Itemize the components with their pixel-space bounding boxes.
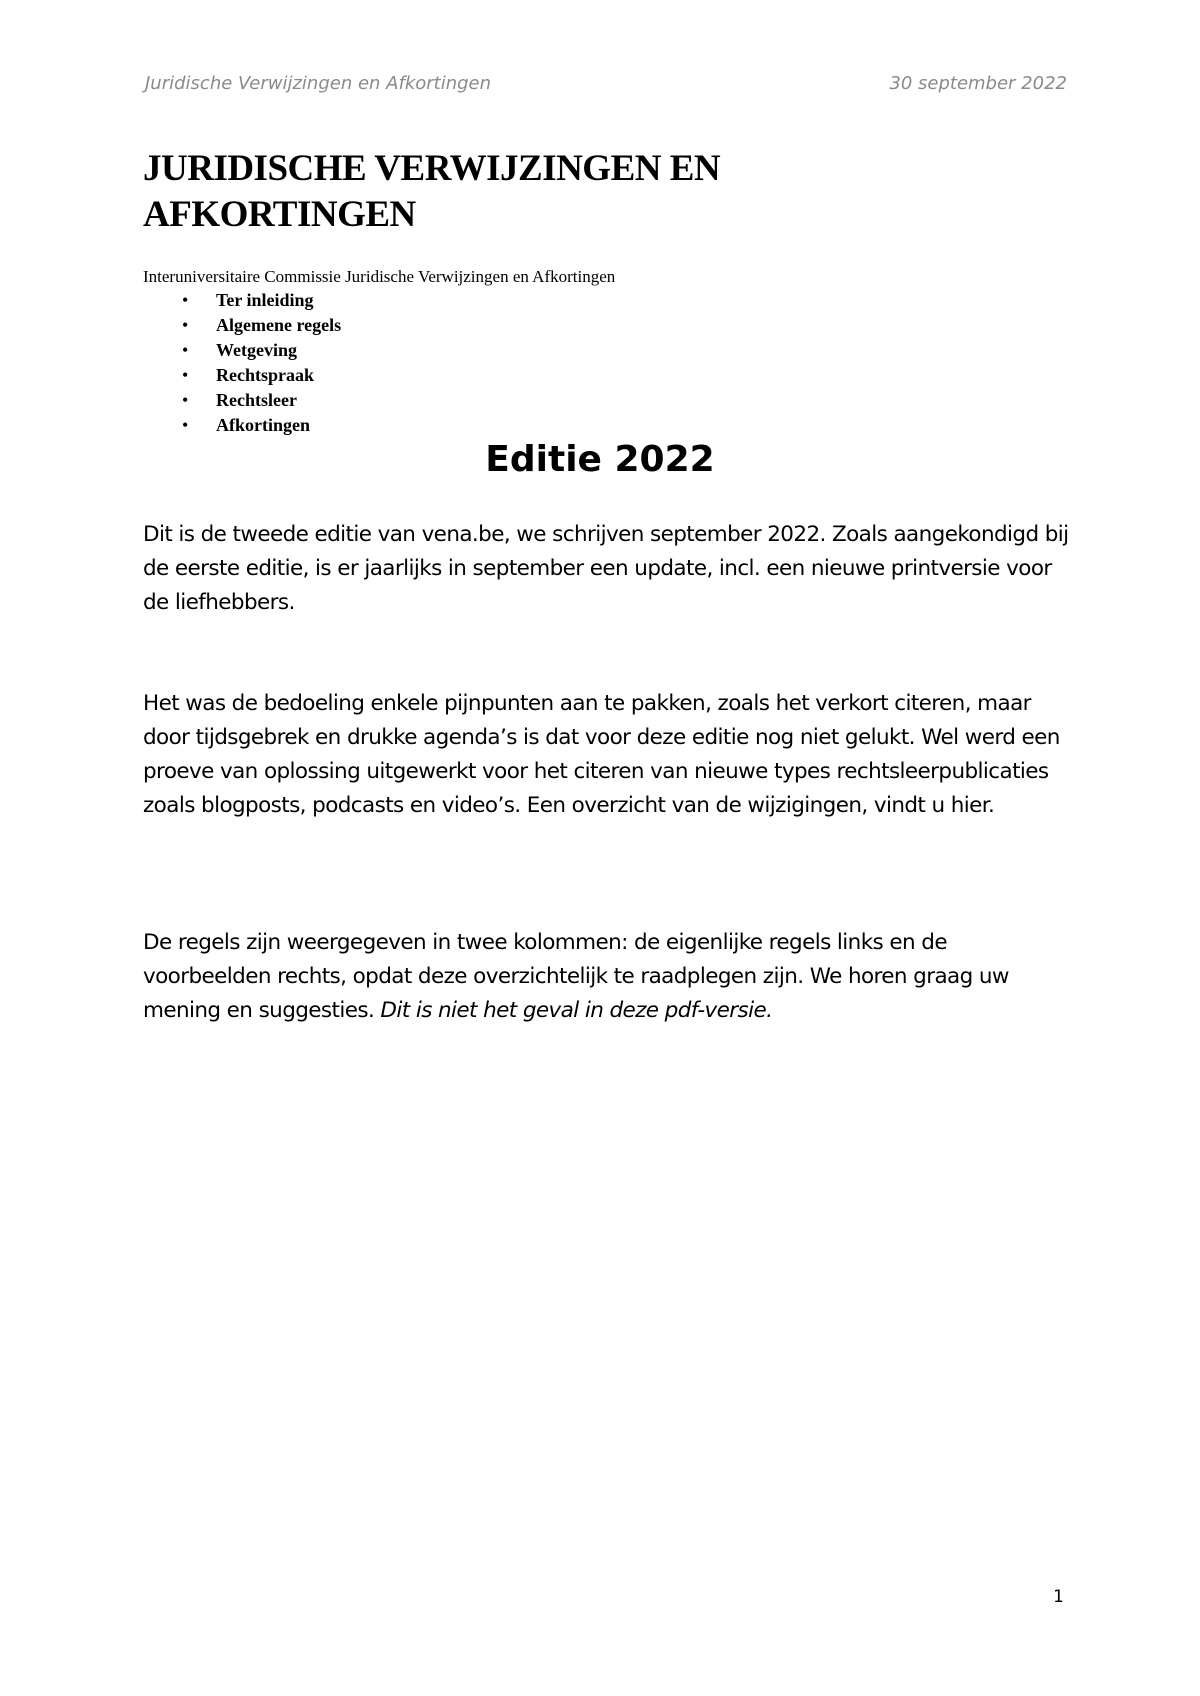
- bullet-icon: •: [182, 340, 189, 360]
- toc-item-rechtspraak[interactable]: [182, 363, 341, 388]
- toc-item-algemene-regels[interactable]: [182, 313, 341, 338]
- paragraph-changes: Het was de bedoeling enkele pijnpunten aan te pakken, zoals het verkort citeren, maar door tijdsgebrek en drukke agenda’s is dat voor deze editie nog niet gelukt. Wel werd een proeve van oplossing uitgewerkt voor het citeren van nieuwe types rechtsleerpublicaties zoals blogposts, podcasts en video’s. Een overzicht van de wijzigingen, vindt u hier.: [143, 691, 1060, 818]
- bullet-icon: •: [182, 290, 189, 310]
- table-of-contents: [182, 288, 341, 438]
- toc-item-ter-inleiding[interactable]: [182, 288, 341, 313]
- paragraph-columns: [143, 926, 1073, 1028]
- toc-item-label: Rechtsleer: [216, 390, 297, 410]
- bullet-icon: •: [182, 390, 189, 410]
- toc-item-label: Wetgeving: [216, 340, 297, 360]
- toc-item-label: Ter inleiding: [216, 290, 314, 310]
- toc-item-wetgeving[interactable]: [182, 338, 341, 363]
- paragraph-intro: Dit is de tweede editie van vena.be, we schrijven september 2022. Zoals aangekondigd bij de eerste editie, is er jaarlijks in september een update, incl. een nieuwe printversie voor de liefhebbers.: [143, 522, 1069, 615]
- bullet-icon: •: [182, 365, 189, 385]
- pdf-note: Dit is niet het geval in deze pdf-versie.: [380, 998, 773, 1023]
- bullet-icon: •: [182, 415, 189, 435]
- page-number: 1: [1053, 1587, 1064, 1607]
- edition-heading: Editie 2022: [485, 439, 715, 480]
- running-header-date: 30 september 2022: [889, 73, 1067, 94]
- toc-item-afkortingen[interactable]: [182, 413, 341, 438]
- toc-item-rechtsleer[interactable]: [182, 388, 341, 413]
- toc-item-label: Algemene regels: [216, 315, 342, 335]
- document-title: JURIDISCHE VERWIJZINGEN EN AFKORTINGEN: [143, 148, 721, 235]
- document-subtitle: Interuniversitaire Commissie Juridische Verwijzingen en Afkortingen: [143, 267, 616, 286]
- running-header: [145, 73, 1067, 99]
- toc-item-label: Rechtspraak: [216, 365, 314, 385]
- running-header-title: Juridische Verwijzingen en Afkortingen: [145, 73, 492, 94]
- bullet-icon: •: [182, 315, 189, 335]
- paragraph-columns-text: De regels zijn weergegeven in twee kolommen: de eigenlijke regels links en de voorbeelden rechts, opdat deze overzichtelijk te raadplegen zijn. We horen graag uw mening en suggesties.: [143, 930, 1009, 1023]
- toc-item-label: Afkortingen: [216, 415, 310, 435]
